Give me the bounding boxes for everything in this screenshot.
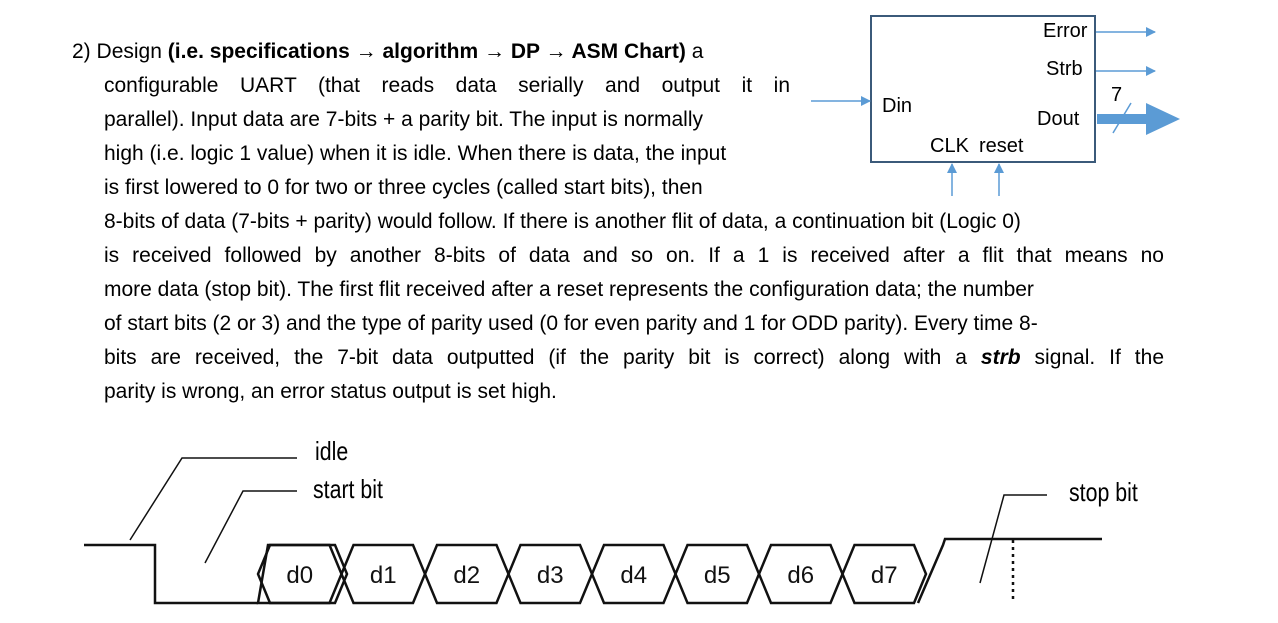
dout-label: Dout <box>1037 108 1080 130</box>
question-line-11: parity is wrong, an error status output is set high. <box>104 380 557 403</box>
strb-label: Strb <box>1046 58 1083 80</box>
question-line-8: more data (stop bit). The first flit received after a reset represents the configuration data; the number <box>104 278 1034 301</box>
question-line-6: 8-bits of data (7-bits + parity) would follow. If there is another flit of data, a continuation bit (Logic 0) <box>104 210 1021 233</box>
din-label: Din <box>882 95 913 117</box>
bit-label-d5: d5 <box>703 562 731 589</box>
bit-label-d3: d3 <box>536 562 564 589</box>
bit-label-d0: d0 <box>286 562 314 589</box>
bit-label-d1: d1 <box>369 562 397 589</box>
question-lead: Design <box>96 40 162 63</box>
line10-post: signal. If the <box>1034 346 1164 369</box>
question-line-4: high (i.e. logic 1 value) when it is idle. When there is data, the input <box>104 142 727 165</box>
data-bit-cells <box>258 545 926 603</box>
bit-label-d2: d2 <box>453 562 481 589</box>
bit-label-d6: d6 <box>787 562 815 589</box>
bit-label-d7: d7 <box>870 562 898 589</box>
question-line1-tail: a <box>691 40 704 63</box>
error-label: Error <box>1043 20 1088 42</box>
question-line-9: of start bits (2 or 3) and the type of parity used (0 for even parity and 1 for ODD parity). Every time 8- <box>104 312 1038 335</box>
dout-bus-arrow <box>1097 103 1180 135</box>
idle-label: idle <box>315 436 349 466</box>
bus-width-label: 7 <box>1111 84 1123 106</box>
question-method: (i.e. specifications → algorithm → DP → ASM Chart) <box>167 40 686 63</box>
question-line-3: parallel). Input data are 7-bits + a parity bit. The input is normally <box>104 108 704 131</box>
clk-label: CLK <box>930 135 969 157</box>
reset-label: reset <box>979 135 1024 157</box>
start-bit-label: start bit <box>313 474 383 504</box>
question-line-2: configurable UART (that reads data serially and output it in <box>104 74 790 97</box>
strb-signal-term: strb <box>980 346 1021 369</box>
question-number: 2) <box>72 40 91 63</box>
bit-label-d4: d4 <box>620 562 648 589</box>
question-line-5: is first lowered to 0 for two or three cycles (called start bits), then <box>104 176 703 199</box>
timing-tail <box>918 539 1102 603</box>
question-line-7: is received followed by another 8-bits of data and so on. If a 1 is received after a flit that means no <box>104 244 1164 267</box>
line10-pre: bits are received, the 7-bit data outputted (if the parity bit is correct) along with a <box>104 346 967 369</box>
stop-bit-label: stop bit <box>1069 477 1138 507</box>
